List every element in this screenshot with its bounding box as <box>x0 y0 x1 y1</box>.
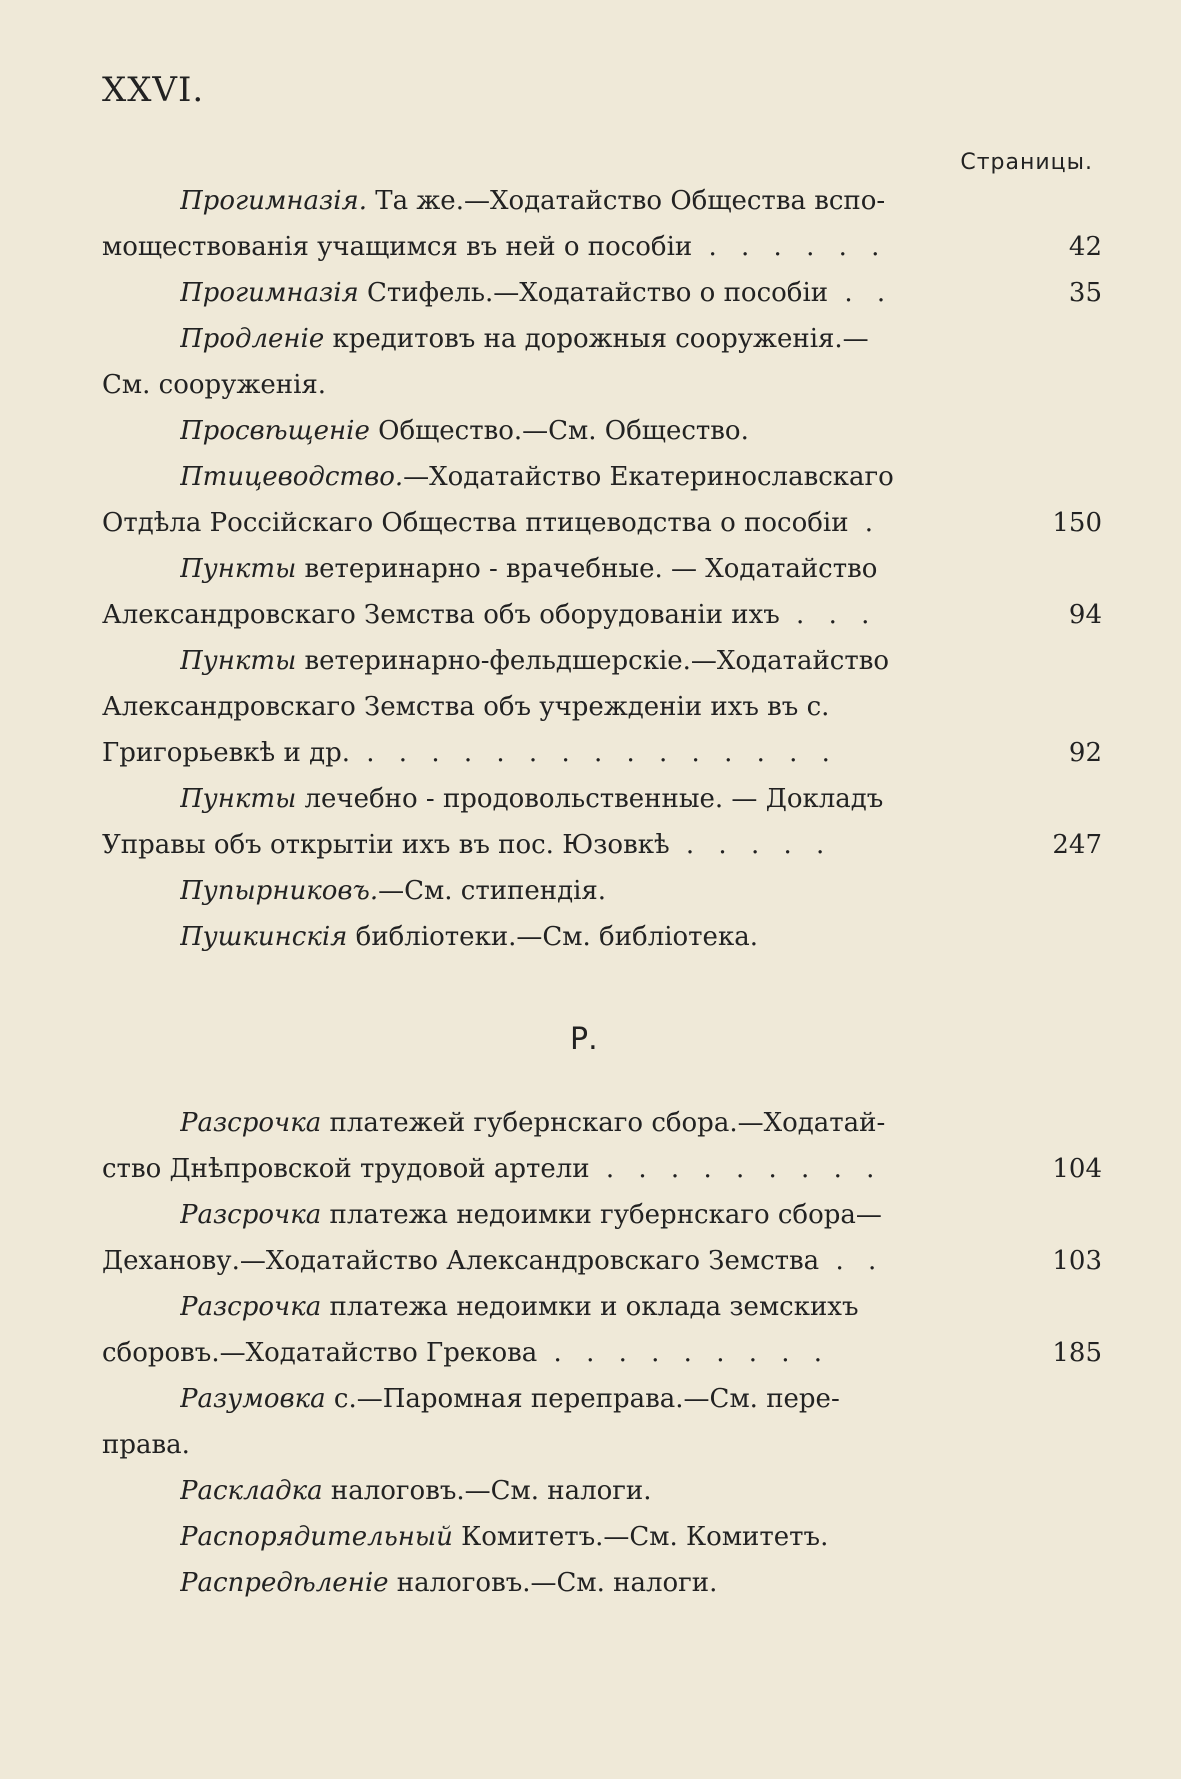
index-line <box>102 1468 1102 1514</box>
page-ref <box>964 638 1102 684</box>
page-ref <box>952 1422 1102 1468</box>
page-ref <box>964 914 1102 960</box>
entry-keyword: Птицеводство. <box>180 462 404 492</box>
leader-dots: . <box>848 508 882 538</box>
entry-keyword: Распорядительный <box>180 1522 453 1552</box>
entry-text: Управы объ открытіи ихъ въ пос. Юзовкѣ <box>102 830 670 860</box>
entry-text: Комитетъ.—См. Комитетъ. <box>452 1522 829 1552</box>
index-line <box>102 592 1102 638</box>
index-line <box>102 224 1102 270</box>
entry-keyword: Распредѣленіе <box>180 1568 389 1598</box>
entry-text: моществованія учащимся въ ней о пособіи <box>102 232 693 262</box>
entry-text: Григорьевкѣ и др. <box>102 738 350 768</box>
index-line <box>102 178 1102 224</box>
entry-text: Александровскаго Земства объ оборудованіи ихъ <box>102 600 780 630</box>
entry-text: Отдѣла Россійскаго Общества птицеводства о пособіи <box>102 508 849 538</box>
leader-dots: . . . <box>779 600 878 630</box>
index-line <box>102 868 1102 914</box>
entry-text: платежей губернскаго сбора.—Ходатай- <box>321 1108 886 1138</box>
page-ref <box>964 868 1102 914</box>
page-ref: 185 <box>1052 1338 1102 1368</box>
section-letter: Р. <box>570 1022 598 1057</box>
entry-text: права. <box>102 1430 190 1460</box>
entry-keyword: Пункты <box>180 646 297 676</box>
index-line <box>102 316 1102 362</box>
index-line <box>102 684 1102 730</box>
entry-text: Общество.—См. Общество. <box>369 416 749 446</box>
index-line <box>102 1514 1102 1560</box>
entry-keyword: Прогимназія. <box>180 186 368 216</box>
entry-text: ство Днѣпровской трудовой артели <box>102 1154 590 1184</box>
index-line <box>102 1192 1102 1238</box>
page-ref: 150 <box>1052 508 1102 538</box>
entry-text: ветеринарно-фельдшерскіе.—Ходатайство <box>296 646 890 676</box>
page-ref <box>964 776 1102 822</box>
page-number: XXVI. <box>102 70 205 110</box>
entry-keyword: Разумовка <box>180 1384 326 1414</box>
pages-column-header: Страницы. <box>960 150 1093 175</box>
entry-text: —См. стипендія. <box>378 876 607 906</box>
entry-keyword: Прогимназія <box>180 278 359 308</box>
index-line <box>102 270 1102 316</box>
page-ref <box>952 684 1102 730</box>
index-line <box>102 454 1102 500</box>
entry-text: платежа недоимки губернскаго сбора— <box>321 1200 882 1230</box>
page-ref <box>964 546 1102 592</box>
leader-dots: . . . . . . . . . . . . . . . <box>350 738 838 768</box>
entry-keyword: Пушкинскія <box>180 922 348 952</box>
page-ref <box>964 408 1102 454</box>
entry-text: налоговъ.—См. налоги. <box>388 1568 718 1598</box>
index-block-p <box>102 178 1102 960</box>
page-ref <box>964 1468 1102 1514</box>
page-ref <box>952 362 1102 408</box>
index-line <box>102 822 1102 868</box>
entry-keyword: Пункты <box>180 784 297 814</box>
entry-text: Та же.—Ходатайство Общества вспо- <box>367 186 886 216</box>
entry-keyword: Просвѣщеніе <box>180 416 370 446</box>
entry-text: сборовъ.—Ходатайство Грекова <box>102 1338 538 1368</box>
entry-text: кредитовъ на дорожныя сооруженія.— <box>324 324 869 354</box>
entry-text: Стифель.—Ходатайство о пособіи <box>358 278 829 308</box>
page-ref <box>964 1100 1102 1146</box>
entry-text: См. сооруженія. <box>102 370 327 400</box>
index-line <box>102 638 1102 684</box>
index-line <box>102 1376 1102 1422</box>
page-ref <box>964 454 1102 500</box>
page-ref: 42 <box>1068 232 1102 262</box>
page-ref <box>964 1514 1102 1560</box>
entry-keyword: Разсрочка <box>180 1108 322 1138</box>
entry-text: библіотеки.—См. библіотека. <box>347 922 758 952</box>
index-line <box>102 730 1102 776</box>
index-line <box>102 362 1102 408</box>
index-line <box>102 1238 1102 1284</box>
entry-keyword: Разсрочка <box>180 1292 322 1322</box>
leader-dots: . . . . . . . . . <box>537 1338 831 1368</box>
leader-dots: . . . . . . . . . <box>589 1154 883 1184</box>
entry-text: Александровскаго Земства объ учрежденіи ихъ въ с. <box>102 692 830 722</box>
entry-text: с.—Паромная переправа.—См. пере- <box>325 1384 840 1414</box>
entry-keyword: Пункты <box>180 554 297 584</box>
entry-text: налоговъ.—См. налоги. <box>322 1476 652 1506</box>
index-line <box>102 1100 1102 1146</box>
index-line <box>102 1560 1102 1606</box>
index-block-r <box>102 1100 1102 1606</box>
entry-text: Деханову.—Ходатайство Александровскаго Земства <box>102 1246 820 1276</box>
index-line <box>102 408 1102 454</box>
entry-keyword: Пупырниковъ. <box>180 876 379 906</box>
page-ref <box>964 178 1102 224</box>
page-ref: 94 <box>1068 600 1102 630</box>
index-line <box>102 1284 1102 1330</box>
leader-dots: . . <box>819 1246 885 1276</box>
leader-dots: . . . . . <box>669 830 833 860</box>
entry-keyword: Продленіе <box>180 324 325 354</box>
page-ref: 92 <box>1068 738 1102 768</box>
page-ref: 104 <box>1052 1154 1102 1184</box>
index-line <box>102 500 1102 546</box>
entry-keyword: Раскладка <box>180 1476 323 1506</box>
index-line <box>102 546 1102 592</box>
index-line <box>102 1422 1102 1468</box>
index-line <box>102 776 1102 822</box>
page-ref: 35 <box>1068 278 1102 308</box>
page-ref <box>964 1284 1102 1330</box>
entry-text: платежа недоимки и оклада земскихъ <box>321 1292 859 1322</box>
leader-dots: . . . . . . <box>692 232 888 262</box>
page-ref: 103 <box>1052 1246 1102 1276</box>
entry-text: лечебно - продовольственные. — Докладъ <box>296 784 884 814</box>
page-ref <box>964 1376 1102 1422</box>
page-ref: 247 <box>1052 830 1102 860</box>
page-ref <box>964 1560 1102 1606</box>
entry-text: —Ходатайство Екатеринославскаго <box>403 462 894 492</box>
page-ref <box>964 1192 1102 1238</box>
leader-dots: . . <box>828 278 894 308</box>
page-ref <box>964 316 1102 362</box>
index-line <box>102 1330 1102 1376</box>
entry-keyword: Разсрочка <box>180 1200 322 1230</box>
entry-text: ветеринарно - врачебные. — Ходатайство <box>296 554 878 584</box>
index-line <box>102 1146 1102 1192</box>
index-line <box>102 914 1102 960</box>
